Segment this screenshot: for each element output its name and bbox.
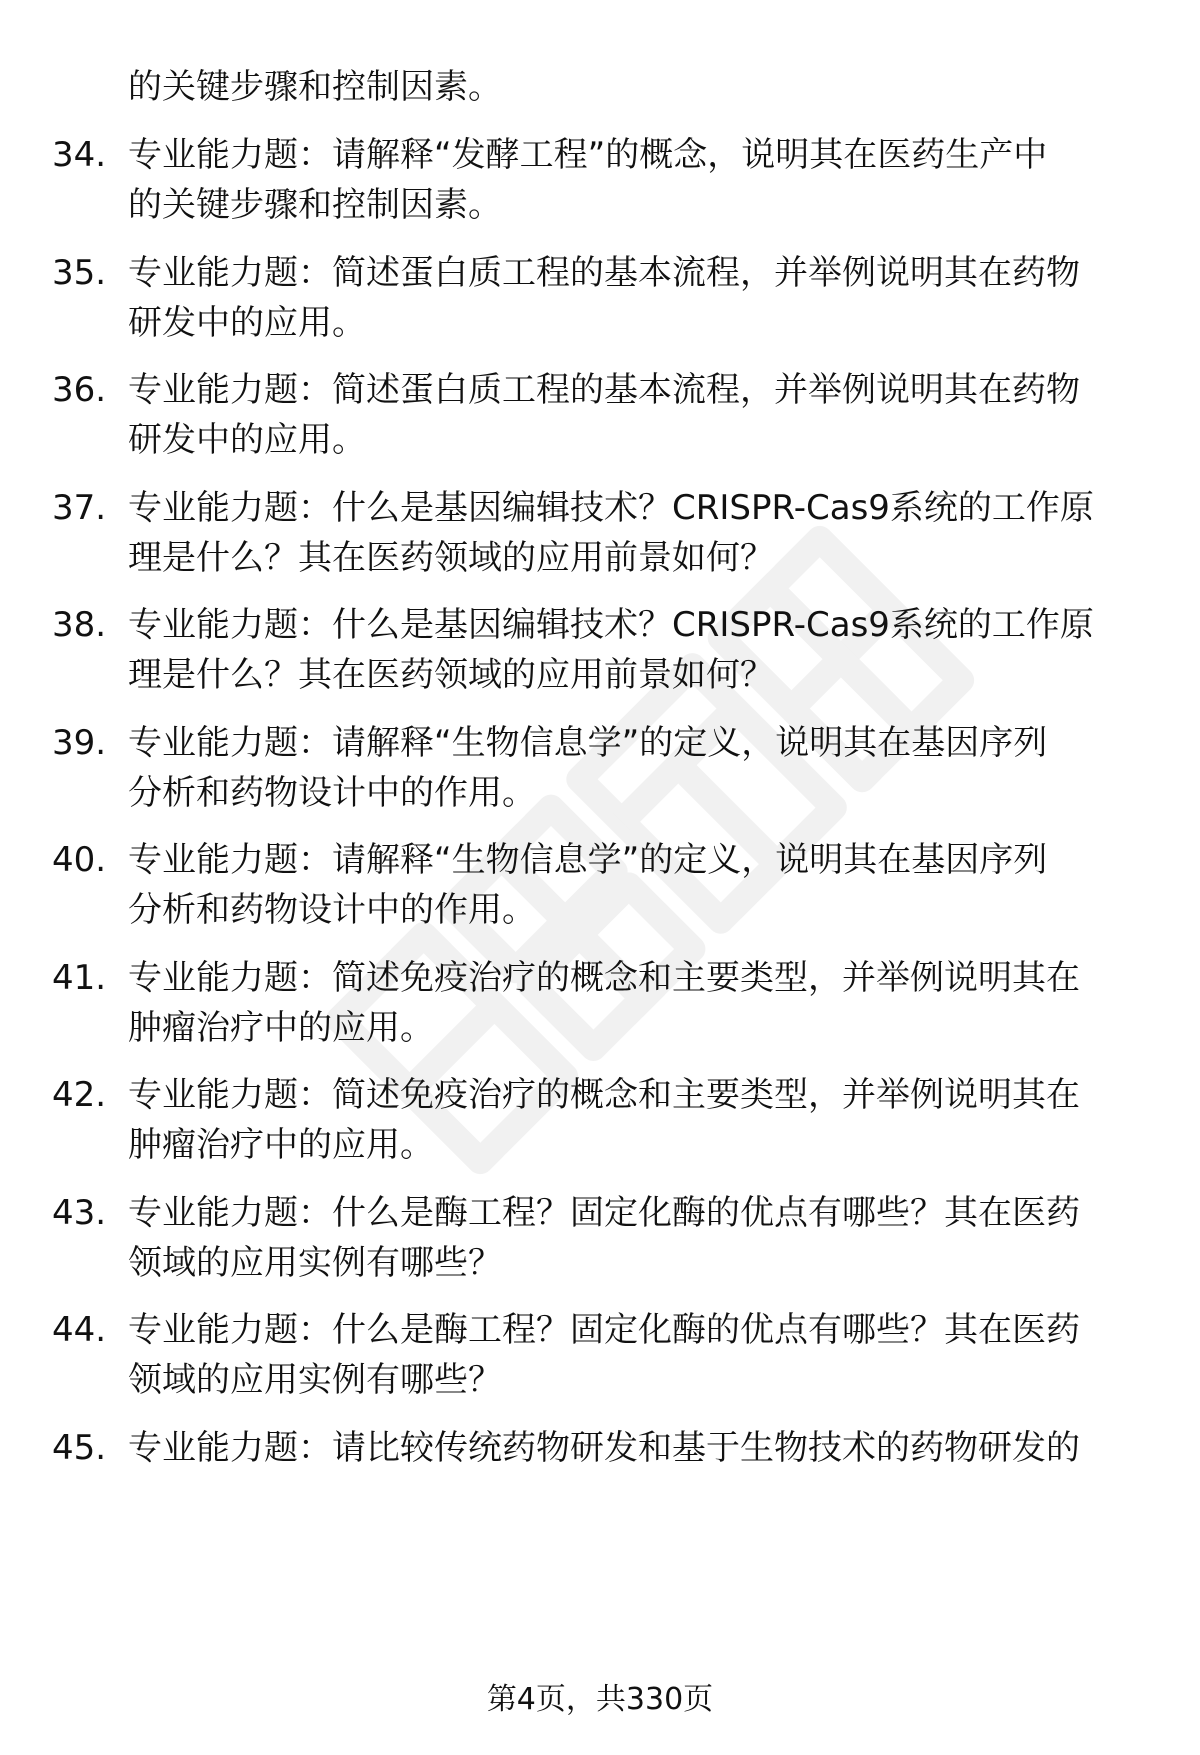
question-text-line: 专业能力题：请比较传统药物研发和基于生物技术的药物研发的 bbox=[128, 1427, 1080, 1468]
question-number: 40. bbox=[52, 840, 107, 880]
question-number: 36. bbox=[52, 370, 107, 410]
question-number: 41. bbox=[52, 957, 107, 998]
question-text bbox=[128, 483, 1158, 583]
question-number: 35. bbox=[52, 252, 107, 293]
question-text-line: 专业能力题：简述免疫治疗的概念和主要类型，并举例说明其在 bbox=[128, 1075, 1080, 1115]
question-text-line: 专业能力题：什么是酶工程？固定化酶的优点有哪些？其在医药 bbox=[128, 1192, 1080, 1233]
question-text-line: 领域的应用实例有哪些？ bbox=[128, 1242, 502, 1283]
question-text bbox=[128, 248, 1158, 348]
continuation-line: 的关键步骤和控制因素。 bbox=[128, 67, 502, 107]
question-text bbox=[128, 1070, 1158, 1170]
question-text-line: 专业能力题：请解释“生物信息学”的定义，说明其在基因序列 bbox=[128, 840, 1048, 880]
question-text bbox=[128, 718, 1158, 818]
question-text bbox=[128, 365, 1158, 465]
question-number: 38. bbox=[52, 605, 107, 645]
question-number: 37. bbox=[52, 487, 107, 528]
question-text bbox=[128, 130, 1158, 230]
question-text-line: 理是什么？其在医药领域的应用前景如何？ bbox=[128, 537, 774, 578]
question-text-line: 理是什么？其在医药领域的应用前景如何？ bbox=[128, 655, 774, 695]
question-text-line: 专业能力题：什么是酶工程？固定化酶的优点有哪些？其在医药 bbox=[128, 1310, 1080, 1350]
question-text-line: 专业能力题：简述免疫治疗的概念和主要类型，并举例说明其在 bbox=[128, 957, 1080, 998]
question-text-line: 领域的应用实例有哪些？ bbox=[128, 1360, 502, 1400]
question-text bbox=[128, 600, 1158, 700]
question-text-line: 肿瘤治疗中的应用。 bbox=[128, 1125, 434, 1165]
question-text-line: 分析和药物设计中的作用。 bbox=[128, 772, 536, 813]
question-number: 42. bbox=[52, 1075, 107, 1115]
question-text-line: 专业能力题：请解释“发酵工程”的概念，说明其在医药生产中 bbox=[128, 135, 1048, 175]
question-text-line: 研发中的应用。 bbox=[128, 420, 366, 460]
question-text bbox=[128, 835, 1158, 935]
question-number: 43. bbox=[52, 1192, 107, 1233]
question-text-line: 专业能力题：简述蛋白质工程的基本流程，并举例说明其在药物 bbox=[128, 370, 1080, 410]
question-text bbox=[128, 1305, 1158, 1405]
question-number: 45. bbox=[52, 1427, 107, 1468]
question-text-line: 专业能力题：简述蛋白质工程的基本流程，并举例说明其在药物 bbox=[128, 252, 1080, 293]
question-text-line: 研发中的应用。 bbox=[128, 302, 366, 343]
question-text-line: 肿瘤治疗中的应用。 bbox=[128, 1007, 434, 1048]
question-text-line: 专业能力题：什么是基因编辑技术？CRISPR-Cas9系统的工作原 bbox=[128, 605, 1094, 645]
question-number: 34. bbox=[52, 135, 107, 175]
question-text-line: 专业能力题：请解释“生物信息学”的定义，说明其在基因序列 bbox=[128, 722, 1048, 763]
question-text bbox=[128, 1423, 1158, 1473]
question-text bbox=[128, 953, 1158, 1053]
question-text-line: 专业能力题：什么是基因编辑技术？CRISPR-Cas9系统的工作原 bbox=[128, 487, 1094, 528]
page-footer: 第4页，共330页 bbox=[486, 1682, 714, 1717]
question-text bbox=[128, 1188, 1158, 1288]
question-text-line: 的关键步骤和控制因素。 bbox=[128, 185, 502, 225]
question-number: 44. bbox=[52, 1310, 107, 1350]
question-text-line: 分析和药物设计中的作用。 bbox=[128, 890, 536, 930]
question-number: 39. bbox=[52, 722, 107, 763]
